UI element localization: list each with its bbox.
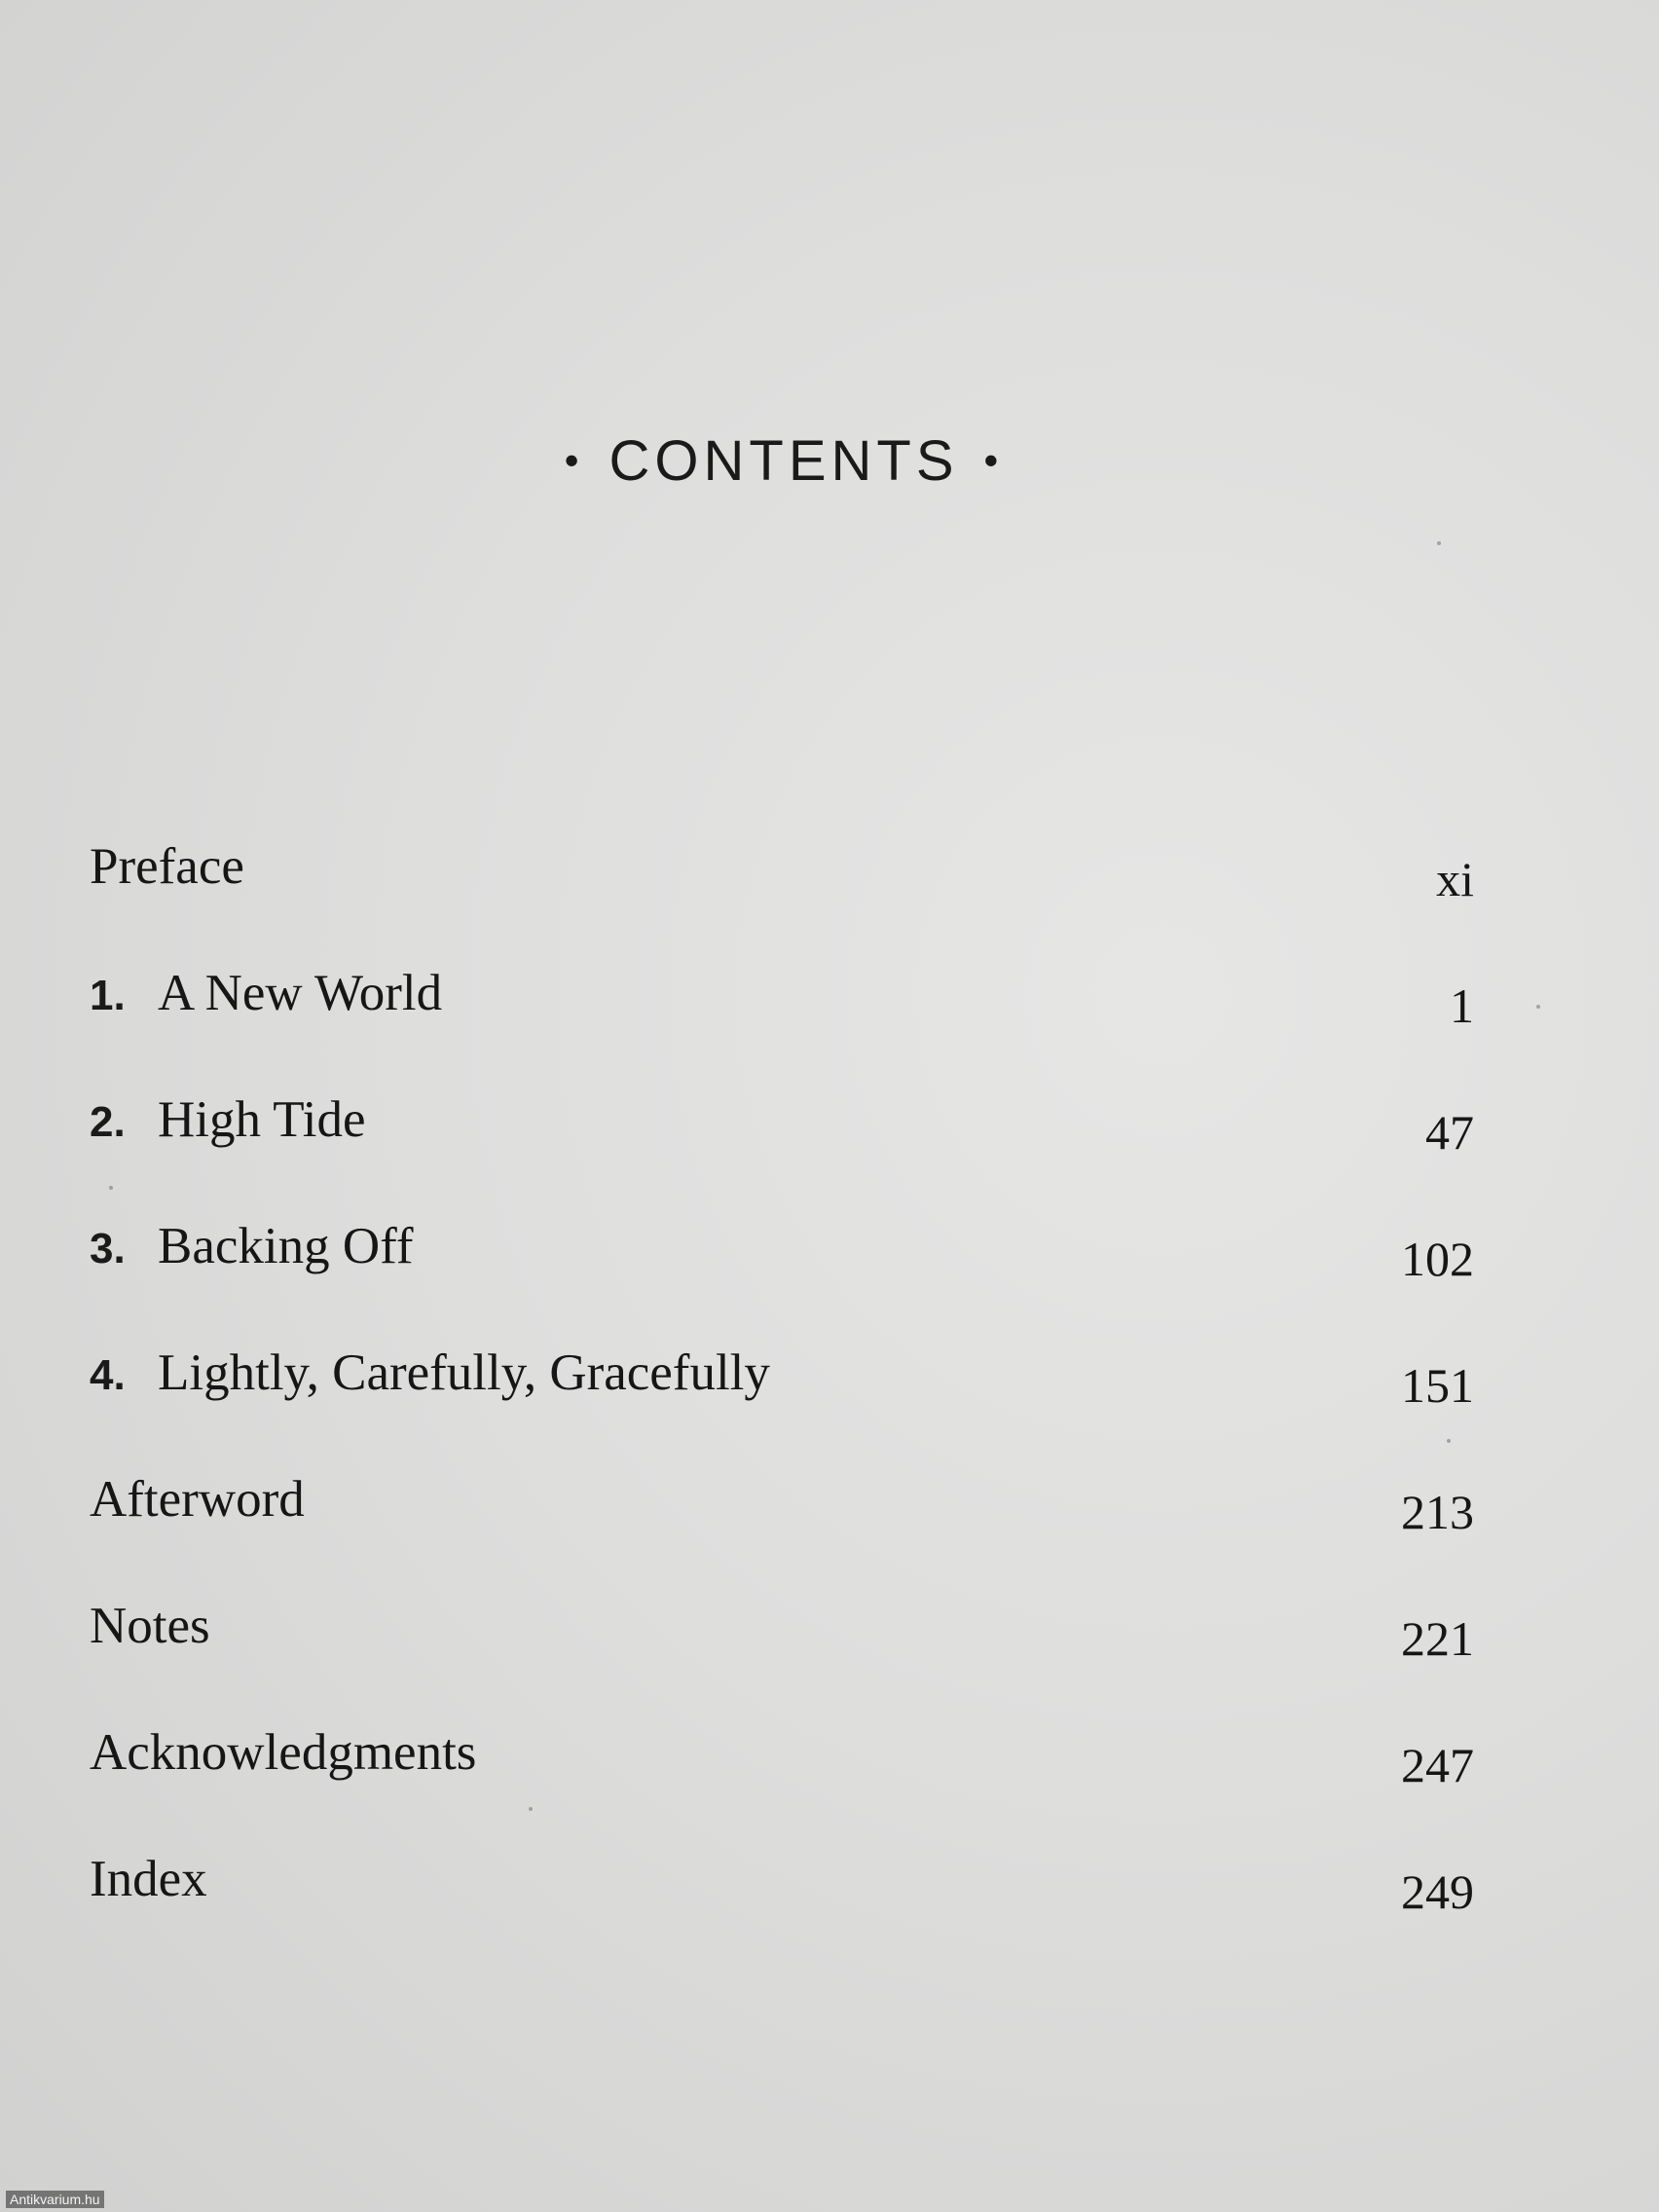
paper-speck <box>1536 1005 1540 1009</box>
toc-entry-page: 213 <box>1401 1485 1474 1539</box>
toc-entry-page: 247 <box>1401 1738 1474 1792</box>
toc-entry-page: xi <box>1436 852 1474 906</box>
heading-title: CONTENTS <box>608 429 959 493</box>
toc-entry-number: 2. <box>90 1098 126 1146</box>
toc-entry-page: 151 <box>1401 1358 1474 1413</box>
toc-entry-page: 221 <box>1401 1611 1474 1666</box>
toc-entry-number: 1. <box>90 972 126 1019</box>
toc-entry-page: 102 <box>1401 1232 1474 1286</box>
toc-entry-notes <box>90 1597 1474 1723</box>
heading-bullet-right: • <box>983 437 1004 483</box>
heading-bullet-left: • <box>564 437 584 483</box>
toc-entry-page: 1 <box>1450 978 1474 1033</box>
watermark-text: Antikvarium.hu <box>6 2191 104 2208</box>
toc-entry-title: Backing Off <box>158 1218 414 1274</box>
toc-entry-afterword <box>90 1470 1474 1597</box>
paper-speck <box>1437 541 1441 545</box>
toc-entry-number: 3. <box>90 1225 126 1272</box>
toc-entry-number: 4. <box>90 1351 126 1399</box>
toc-entry-chapter-2 <box>90 1090 1474 1217</box>
toc-entry-title: Index <box>90 1851 207 1907</box>
toc-entry-page: 249 <box>1401 1864 1474 1919</box>
toc-entry-title: Acknowledgments <box>90 1724 477 1781</box>
toc-entry-chapter-3 <box>90 1217 1474 1344</box>
toc-entry-chapter-4 <box>90 1344 1474 1470</box>
toc-entry-title: Lightly, Carefully, Gracefully <box>158 1345 770 1401</box>
contents-heading <box>0 428 1567 494</box>
toc-entry-acknowledgments <box>90 1723 1474 1850</box>
toc-entry-page: 47 <box>1425 1105 1474 1160</box>
toc-entry-chapter-1 <box>90 964 1474 1090</box>
toc-entry-title: Notes <box>90 1598 210 1654</box>
toc-entry-title: Preface <box>90 838 244 895</box>
toc-entry-title: High Tide <box>158 1091 366 1148</box>
toc-entry-title: A New World <box>158 965 443 1021</box>
table-of-contents <box>90 837 1474 1976</box>
toc-entry-title: Afterword <box>90 1471 305 1528</box>
toc-entry-preface <box>90 837 1474 964</box>
toc-entry-index <box>90 1850 1474 1976</box>
